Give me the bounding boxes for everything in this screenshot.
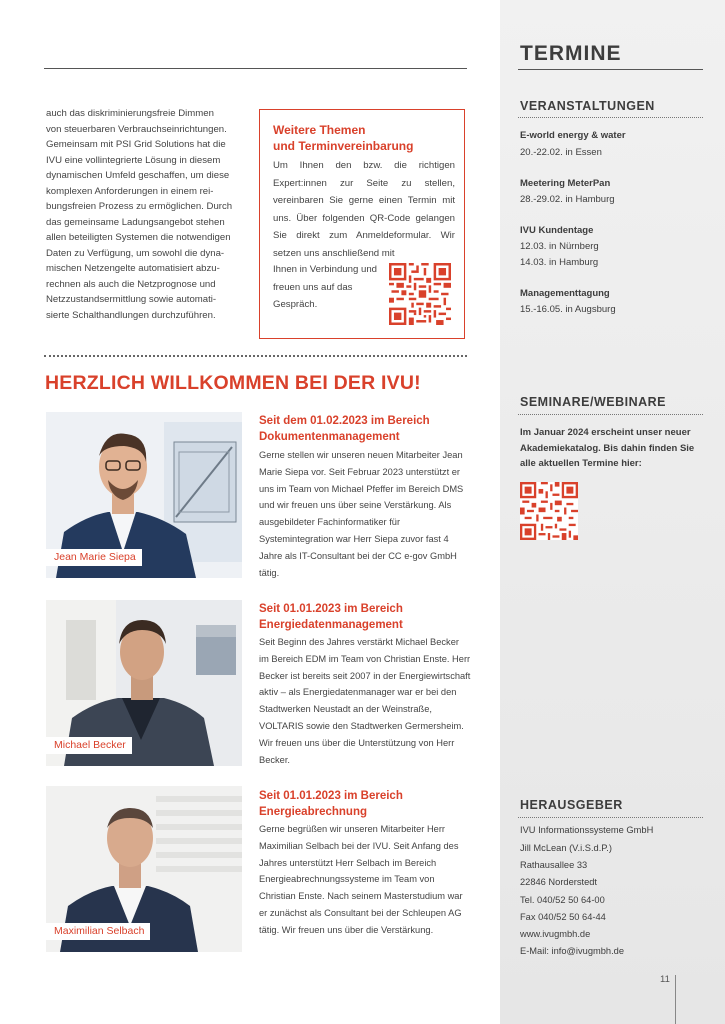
intro-line: Gemeinsam mit PSI Grid Solutions hat die bbox=[46, 139, 226, 150]
seminars-heading: SEMINARE/WEBINARE bbox=[520, 395, 667, 409]
publisher-line: Jill McLean (V.i.S.d.P.) bbox=[520, 843, 612, 853]
intro-line: bungsfreien Prozess zu ermöglichen. Durch bbox=[46, 201, 233, 212]
publisher-link[interactable]: www.ivugmbh.de bbox=[520, 929, 591, 939]
event-date: 28.-29.02. in Hamburg bbox=[520, 194, 615, 205]
info-box-title bbox=[273, 122, 458, 154]
page-number-rule bbox=[675, 975, 676, 1024]
qr-code-icon[interactable] bbox=[520, 482, 578, 540]
event-date: 15.-16.05. in Augsburg bbox=[520, 304, 616, 315]
person-title-line: Seit 01.01.2023 im Bereich bbox=[259, 603, 403, 615]
intro-line: von steuerbaren Verbrauchseinrichtungen. bbox=[46, 123, 227, 135]
portrait-photo bbox=[46, 600, 242, 766]
name-tag: Maximilian Selbach bbox=[46, 923, 150, 940]
intro-line: dynamischen Umfeld geschaffen, um diese bbox=[46, 170, 230, 181]
person-title-line: Energiedatenmanagement bbox=[259, 619, 403, 631]
publisher-line: 22846 Norderstedt bbox=[520, 877, 598, 887]
intro-line: das gemeinsame Ladungsangebot stehen bbox=[46, 216, 225, 228]
intro-line: Netzzustandsermittlung sowie automati- bbox=[46, 294, 217, 305]
event-title: E-world energy & water bbox=[520, 130, 626, 141]
publisher-line: IVU Informationssysteme GmbH bbox=[520, 825, 654, 835]
sidebar-rule bbox=[518, 69, 703, 70]
publisher-line: Tel. 040/52 50 64-00 bbox=[520, 895, 605, 905]
person-text: Seit Beginn des Jahres verstärkt Michael Becker im Bereich EDM im Team von Christian Enste. Herr Becker ist bereits seit 2007 in der Energiewirtschaft aktiv – als Energiedatenmanager war er bei den Stadtwerken Neustadt an der Weinstraße, VOLTARIS sowie den Stadtwerken Germersheim. Wir freuen uns über die Unterstützung von Herr Becker. bbox=[259, 637, 471, 765]
section-divider bbox=[44, 355, 467, 357]
person-title-line: Energieabrechnung bbox=[259, 806, 367, 818]
event-date: 14.03. in Hamburg bbox=[520, 257, 599, 268]
name-tag: Michael Becker bbox=[46, 737, 132, 754]
seminars-text: Im Januar 2024 erscheint unser neuer Akademiekatalog. Bis dahin finden Sie alle aktuellen Termine hier: bbox=[520, 427, 695, 469]
intro-line: allen beteiligten Systemen die notwendigen bbox=[46, 232, 231, 243]
person-text: Gerne begrüßen wir unseren Mitarbeiter Herr Maximilian Selbach bei der IVU. Seit Anfang des Jahres unterstützt Herr Selbach im Bereich Energieabrechnungssysteme im Team von Christian Enste. Nach seinem Masterstudium war er zunächst als Consultant bei der Schleupen AG tätig. Wir freuen uns über die Verstärkung. bbox=[259, 824, 463, 935]
person-title bbox=[259, 601, 469, 633]
qr-code-icon[interactable] bbox=[389, 263, 451, 325]
publisher-line: Fax 040/52 50 64-44 bbox=[520, 912, 606, 922]
events-heading: VERANSTALTUNGEN bbox=[520, 99, 655, 113]
seminars-rule bbox=[518, 414, 703, 415]
person-text: Gerne stellen wir unseren neuen Mitarbeiter Jean Marie Siepa vor. Seit Februar 2023 unterstützt er uns im Team von Michael Pfeffer im Bereich DMS und wir freuen uns über seine Verstärkung. Als ausgebildeter Fachinformatiker für Systemintegration war Herr Siepa zuvor fast 4 Jahre als IT-Consultant bei der CC e-gov GmbH tätig. bbox=[259, 450, 464, 578]
welcome-headline: HERZLICH WILLKOMMEN BEI DER IVU! bbox=[45, 372, 421, 394]
person-title bbox=[259, 788, 469, 820]
person-title-line: Seit dem 01.02.2023 im Bereich bbox=[259, 415, 430, 427]
sidebar-heading: TERMINE bbox=[520, 42, 622, 65]
page-number: 11 bbox=[660, 974, 670, 985]
info-box-title-line: Weitere Themen bbox=[273, 123, 366, 137]
publisher-heading: HERAUSGEBER bbox=[520, 798, 623, 812]
intro-line: komplexen Anforderungen in einem rei- bbox=[46, 185, 214, 197]
event-title: Managementtagung bbox=[520, 288, 610, 299]
intro-line: sierte Schalthandlungen durchzuführen. bbox=[46, 309, 216, 321]
person-title bbox=[259, 413, 469, 445]
info-box-text-end: Ihnen in Verbindung und freuen uns auf das Gespräch. bbox=[273, 264, 378, 310]
intro-line: Daten zu Verfügung, um sowohl die dyna- bbox=[46, 247, 225, 259]
intro-line: rechnen als auch die Netzprognose und bbox=[46, 278, 216, 290]
info-box-text: Um Ihnen den bzw. die richtigen Expert:innen zur Seite zu stellen, vereinbaren Sie gerne einen Termin mit uns. Über folgenden QR-Code gelangen Sie direkt zum Anmeldeformular. Wir setzen uns anschließend mit bbox=[273, 160, 455, 259]
event-title: IVU Kundentage bbox=[520, 225, 594, 236]
info-box-title-line: und Terminvereinbarung bbox=[273, 139, 414, 153]
intro-line: IVU eine vollintegrierte Lösung in diesem bbox=[46, 154, 221, 166]
intro-text bbox=[46, 106, 243, 323]
portrait-photo bbox=[46, 412, 242, 578]
person-title-line: Seit 01.01.2023 im Bereich bbox=[259, 790, 403, 802]
portrait-photo bbox=[46, 786, 242, 952]
intro-line: mischen Netzengelte automatisiert abzu- bbox=[46, 263, 220, 274]
publisher-line: Rathausallee 33 bbox=[520, 860, 588, 870]
intro-line: auch das diskriminierungsfreie Dimmen bbox=[46, 108, 214, 119]
publisher-rule bbox=[518, 817, 703, 818]
top-rule bbox=[44, 68, 467, 69]
event-date: 12.03. in Nürnberg bbox=[520, 241, 599, 252]
events-rule bbox=[518, 117, 703, 118]
event-title: Meetering MeterPan bbox=[520, 178, 611, 189]
person-title-line: Dokumentenmanagement bbox=[259, 431, 400, 443]
publisher-email-link[interactable]: E-Mail: info@ivugmbh.de bbox=[520, 946, 624, 956]
event-date: 20.-22.02. in Essen bbox=[520, 147, 602, 158]
name-tag: Jean Marie Siepa bbox=[46, 549, 142, 566]
